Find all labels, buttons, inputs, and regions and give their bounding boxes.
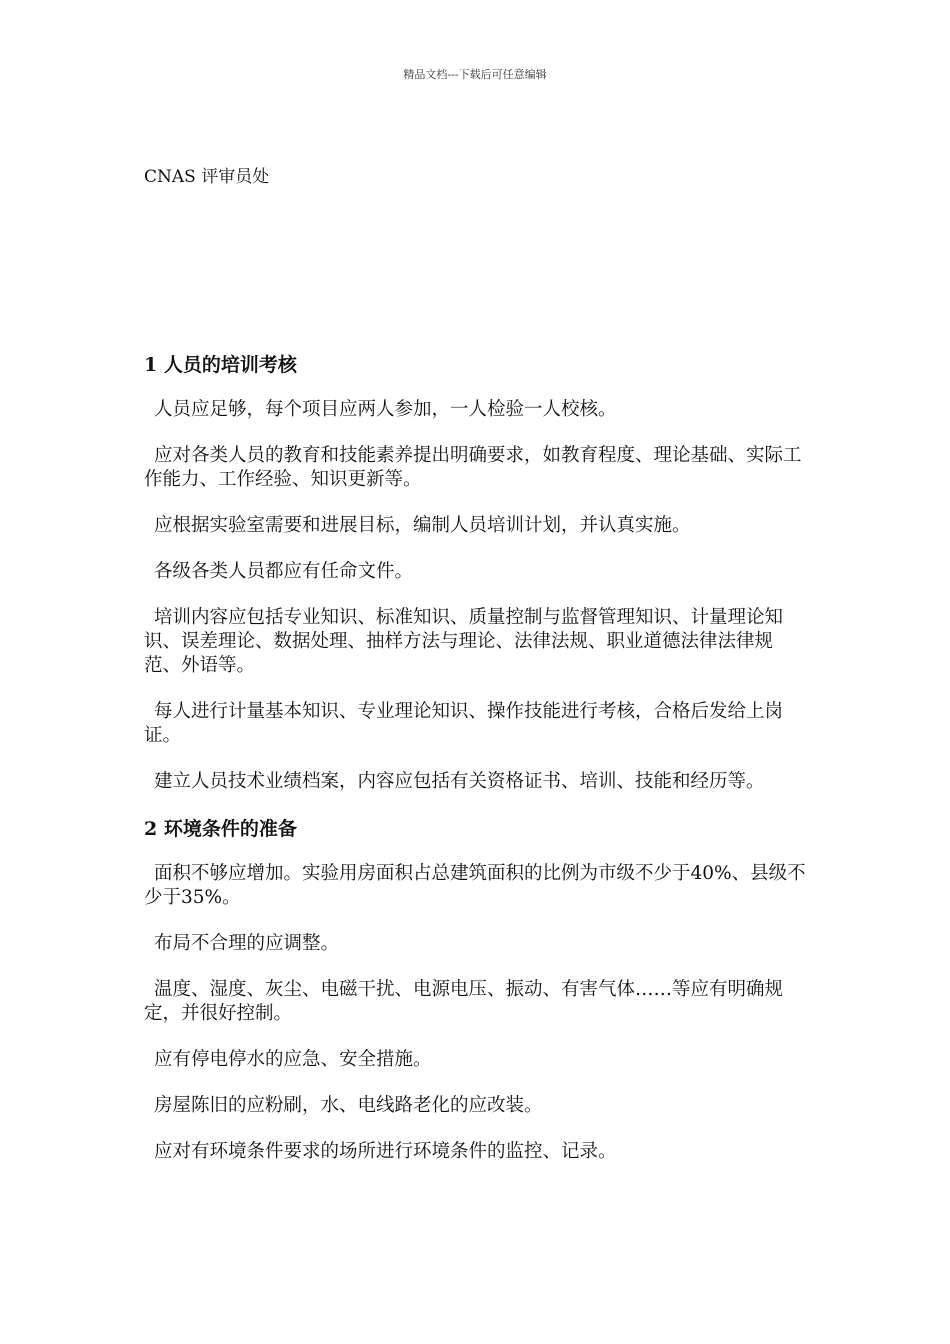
paragraph: 每人进行计量基本知识、专业理论知识、操作技能进行考核，合格后发给上岗证。	[144, 701, 784, 746]
paragraph: 培训内容应包括专业知识、标准知识、质量控制与监督管理知识、计量理论知识、误差理论、数据处理、抽样方法与理论、法律法规、职业道德法律法律规范、外语等。	[144, 607, 784, 676]
document-content	[144, 352, 809, 1186]
section-heading: 1 人员的培训考核	[144, 354, 297, 376]
page-header-note: 精品文档---下载后可任意编辑	[403, 68, 547, 81]
paragraph: 应根据实验室需要和进展目标，编制人员培训计划，并认真实施。	[154, 515, 691, 536]
paragraph: 应对有环境条件要求的场所进行环境条件的监控、记录。	[154, 1141, 617, 1162]
paragraph: 各级各类人员都应有任命文件。	[154, 561, 414, 582]
paragraph: 房屋陈旧的应粉刷，水、电线路老化的应改装。	[154, 1095, 543, 1116]
section-personnel	[144, 352, 809, 794]
paragraph: 布局不合理的应调整。	[154, 933, 340, 954]
paragraph: 建立人员技术业绩档案，内容应包括有关资格证书、培训、技能和经历等。	[154, 771, 765, 792]
paragraph: 应有停电停水的应急、安全措施。	[154, 1049, 432, 1070]
paragraph: 面积不够应增加。实验用房面积占总建筑面积的比例为市级不少于40%、县级不少于35%。	[144, 863, 806, 908]
organization-name: CNAS 评审员处	[144, 167, 270, 187]
paragraph: 应对各类人员的教育和技能素养提出明确要求，如教育程度、理论基础、实际工作能力、工作经验、知识更新等。	[144, 445, 802, 490]
section-heading: 2 环境条件的准备	[144, 818, 297, 840]
paragraph: 人员应足够，每个项目应两人参加，一人检验一人校核。	[154, 399, 617, 420]
section-environment	[144, 816, 809, 1164]
paragraph: 温度、湿度、灰尘、电磁干扰、电源电压、振动、有害气体……等应有明确规定，并很好控制。	[144, 979, 784, 1024]
